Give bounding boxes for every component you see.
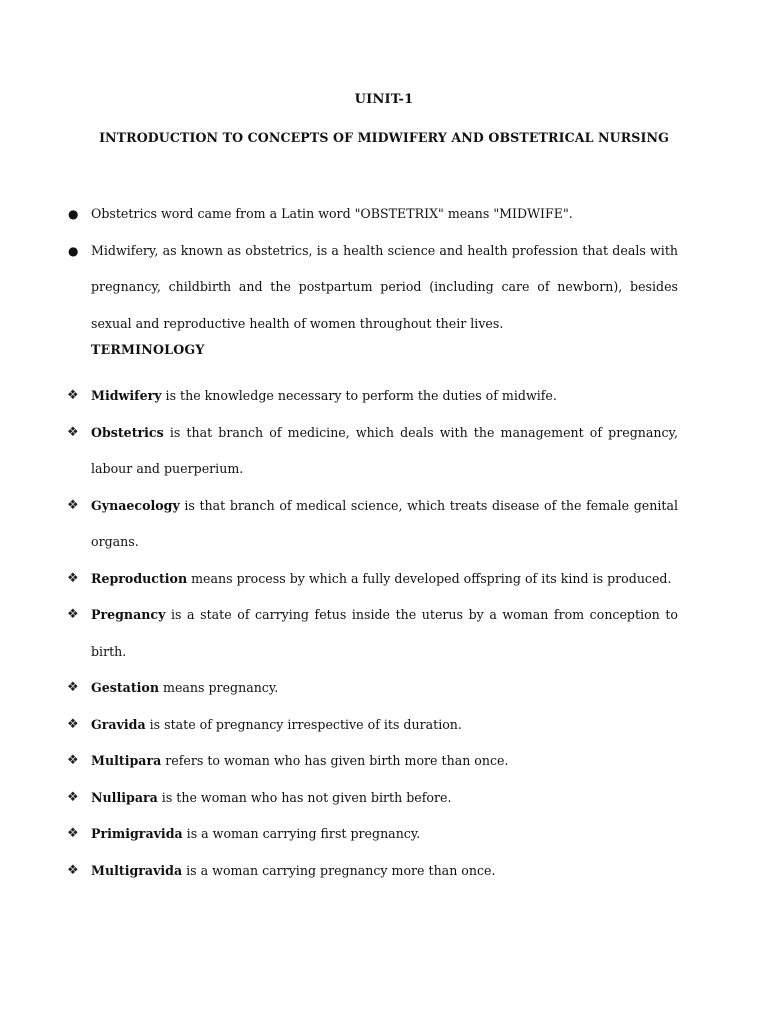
intro-bullet-item	[64, 233, 678, 343]
term-item	[64, 853, 678, 890]
diamond-bullet-icon: ❖	[67, 570, 79, 586]
diamond-bullet-icon: ❖	[67, 607, 79, 622]
term-definition: is that branch of medical science, which treats disease of the female genital organs.	[91, 497, 678, 549]
term-item	[64, 707, 678, 744]
unit-title: UINIT-1	[354, 92, 414, 107]
diamond-bullet-icon: ❖	[67, 497, 79, 513]
diamond-bullet-icon: ❖	[67, 680, 79, 695]
term-definition: is state of pregnancy irrespective of its duration.	[145, 716, 462, 732]
intro-bullet-text: Midwifery, as known as obstetrics, is a health science and health profession that deals with pregnancy, childbirth and the postpartum period (including care of newborn), besides sexual and reproductive health of women throughout their lives.	[91, 242, 678, 331]
term-word: Midwifery	[91, 388, 162, 403]
term-definition: is the woman who has not given birth before.	[157, 789, 452, 805]
diamond-bullet-icon: ❖	[67, 753, 79, 768]
intro-bullet-text: Obstetrics word came from a Latin word "OBSTETRIX" means "MIDWIFE".	[91, 206, 573, 221]
term-item	[64, 670, 678, 707]
term-item	[64, 561, 678, 598]
term-item	[64, 378, 678, 415]
term-definition: means process by which a fully developed offspring of its kind is produced.	[187, 570, 672, 586]
term-word: Primigravida	[91, 826, 183, 841]
term-word: Multigravida	[91, 862, 183, 878]
diamond-bullet-icon: ❖	[67, 826, 79, 841]
diamond-bullet-icon: ❖	[67, 862, 79, 878]
term-item	[64, 415, 678, 488]
diamond-bullet-icon: ❖	[67, 388, 79, 403]
diamond-bullet-icon: ❖	[67, 716, 79, 732]
term-item	[64, 743, 678, 780]
term-item	[64, 816, 678, 853]
document-title: INTRODUCTION TO CONCEPTS OF MIDWIFERY AND OBSTETRICAL NURSING	[99, 130, 669, 145]
intro-bullet-item	[64, 196, 678, 233]
term-definition: is a woman carrying pregnancy more than once.	[182, 862, 496, 878]
bullet-icon: ●	[68, 207, 79, 221]
term-definition: means pregnancy.	[159, 680, 279, 695]
terminology-list	[64, 378, 678, 889]
term-definition: is the knowledge necessary to perform the duties of midwife.	[161, 388, 557, 403]
term-item	[64, 597, 678, 670]
term-word: Reproduction	[91, 570, 188, 586]
terminology-heading: TERMINOLOGY	[91, 342, 205, 357]
term-item	[64, 488, 678, 561]
term-definition: refers to woman who has given birth more than once.	[161, 753, 509, 768]
term-word: Multipara	[91, 753, 162, 768]
term-word: Nullipara	[91, 789, 158, 805]
term-definition: is that branch of medicine, which deals with the management of pregnancy, labour and puerperium.	[91, 424, 678, 476]
diamond-bullet-icon: ❖	[67, 789, 79, 805]
term-word: Gynaecology	[91, 497, 180, 513]
bullet-icon: ●	[68, 243, 79, 258]
term-word: Pregnancy	[91, 607, 166, 622]
term-word: Gravida	[91, 716, 146, 732]
term-definition: is a woman carrying first pregnancy.	[182, 826, 421, 841]
term-word: Gestation	[91, 680, 159, 695]
term-item	[64, 780, 678, 817]
term-definition: is a state of carrying fetus inside the uterus by a woman from conception to birth.	[91, 607, 678, 659]
intro-bullet-list	[64, 196, 678, 342]
term-word: Obstetrics	[91, 424, 164, 440]
diamond-bullet-icon: ❖	[67, 424, 79, 440]
